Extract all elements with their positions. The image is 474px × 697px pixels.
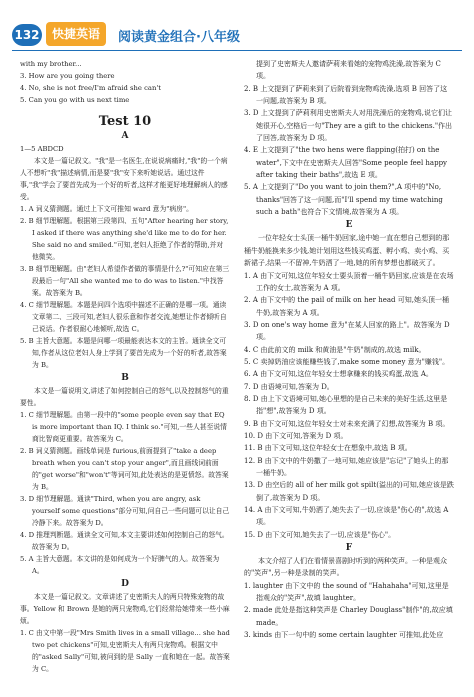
answer-item: 9. B 由下文可知,这位年轻女士对未来充满了幻想,故答案为 B 项。 <box>244 419 450 428</box>
answer-item: 5. A 主旨大意题。本文讲的是如何成为一个好脾气的人。故答案为 A。 <box>20 555 220 575</box>
answer-item: 5. C 卖掉奶油应该能赚些钱了,make some money 意为"赚钱"。 <box>244 357 450 366</box>
passage-summary: 本文是一篇记叙文。文章讲述了史密斯夫人的两只特殊宠物的故事。Yellow 和 Brown 是她的两只宠物鸡,它们经常给她带来一些小麻烦。 <box>20 593 230 625</box>
answer-item: 2. A 由下文中的 the pail of milk on her head 可知,她头顶一桶牛奶,故答案为 A 项。 <box>244 296 449 317</box>
passage-summary: 本文是一篇说明文,讲述了如何控制自己的怒气,以及控制怒气的重要性。 <box>20 387 229 407</box>
answer-item: 1. C 细节理解题。由第一段中的"some people even say that EQ is more important than IQ. I think so."可知,一些人甚至说情商比智商更重要。故答案为 C。 <box>20 411 227 443</box>
passage-summary: 本文是一篇记叙文。"我"是一名医生,在说说病痛时,"我"的一个病人不想听"我"描述病情,而是要"我"安下来听她说话。通过这件事,"我"学会了要首先成为一个好的听者,这样才能更好地理解病人的感受。 <box>20 157 228 201</box>
text-line: 5. Can you go with us next time <box>20 96 130 104</box>
page-header <box>0 0 474 52</box>
answer-item: 3. B 细节理解题。由"老妇人希望作者做的事情是什么?"可知应在第三段最后一句"All she wanted me to do was to listen."中找答案。故答案为 B。 <box>20 265 230 297</box>
answer-item: 6. A 由下文可知,这位年轻女士想拿赚来的钱买鸡蛋,故选 A。 <box>244 370 433 379</box>
answer-item: 3. D on one's way home 意为"在某人回家的路上"。故答案为 D 项。 <box>244 320 450 342</box>
answer-item: 12. B 由下文中的牛奶撒了一地可知,她应该是"忘记"了她头上的那一桶牛奶。 <box>244 456 449 477</box>
right-column <box>244 58 454 641</box>
answer-item: 3. D 上文提到了萨莉利用史密斯夫人对用洗澡后的宠物鸡,说它们让她很开心,空格后一句"They are a gift to the chickens."作出了回答,故答案为 D 项。 <box>244 109 453 143</box>
answer-item: 1. laughter 由下文中的 the sound of "Hahahaha"可知,这里是指观众的"笑声",故填 laughter。 <box>244 581 449 603</box>
answer-item: 2. B 上文提到了萨莉来到了后院看到宠物鸡洗澡,选项 B 回答了这一问题,故答案为 B 项。 <box>244 84 448 106</box>
text-line: with my brother... <box>20 60 82 68</box>
answer-item: 5. B 主旨大意题。本题是问哪一项最能表达本文的主旨。通读全文可知,作者从这位老妇人身上学到了要首先成为一个好的听者,故答案为 B。 <box>20 337 227 369</box>
answer-item: 8. D 由上下文语境可知,她心里想的是自己未来的美好生活,这里是指"想",故答案为 D 项。 <box>244 394 448 416</box>
answer-item: 4. D 推理判断题。通读全文可知,本文主要讲述如何控制自己的怒气。故答案为 D。 <box>20 531 229 551</box>
answer-item: 7. D 由语境可知,答案为 D。 <box>244 382 334 391</box>
section-heading-a: A <box>121 131 129 141</box>
header-divider <box>12 50 462 51</box>
answer-item: 13. D 由空后的 all of her milk got spilt(溢出的)可知,她应该是跌倒了,故答案为 D 项。 <box>244 481 454 502</box>
text-line: 3. How are you going there <box>20 72 115 80</box>
answer-item: 1. A 由下文可知,这位年轻女士要头顶着一桶牛奶回家,应该是在农场工作的女士,故答案为 A 项。 <box>244 271 454 292</box>
answer-item: 1. C 由文中第一段"Mrs Smith lives in a small village... she had two pet chickens"可知,史密斯夫人有两只宠物鸡。根据文中的"asked Sally"可知,被问到的是 Sally 一直和她在一起。故答案为 C。 <box>20 629 230 673</box>
answer-item: 提到了史密斯夫人邀请萨莉来看她的宠物鸡洗澡,故答案为 C 项。 <box>256 60 441 81</box>
text-line: 4. No, she is not free/I'm afraid she can't <box>20 84 161 92</box>
section-heading-e: E <box>345 220 353 231</box>
answer-item: 3. kinds 由下一句中的 some certain laughter 可推知,此处应 <box>244 631 444 640</box>
answer-item: 2. B 细节理解题。根据第三段第四、五句"After hearing her story, I asked if there was anything she'd like me to do for her. She said no and smiled."可知,老妇人拒绝了作者的帮助,并对他微笑。 <box>20 217 229 261</box>
answer-item: 2. made 此处是指这种笑声是 Charley Douglass"制作"的,故应填 made。 <box>244 606 453 627</box>
answer-item: 4. E 上文提到了"the two hens were flapping(拍打) on the water",下文中在史密斯夫人回答"Some people feel happy after taking their baths",故选 E 项。 <box>244 146 448 180</box>
answer-key: 1—5 ABDCD <box>20 145 64 153</box>
answer-item: 11. B 由下文可知,这位年轻女士在想象中,故选 B 项。 <box>244 444 412 453</box>
answer-item: 4. C 由此前文的 milk 和黄油是"牛奶"制成的,故选 milk。 <box>244 345 426 354</box>
answer-item: 15. D 由下文可知,她失去了一切,应该是"伤心"。 <box>244 530 396 539</box>
test-title: Test 10 <box>98 114 152 129</box>
brand-logo: 快捷英语 <box>46 22 106 46</box>
answer-item: 1. A 词义猜测题。通过上下文可推知 ward 意为"病房"。 <box>20 205 193 213</box>
answer-item: 10. D 由下文可知,答案为 D 项。 <box>244 431 348 440</box>
page-number-badge: 132 <box>12 24 42 46</box>
answer-item: 2. B 词义猜测题。画线单词是 furious,前面提到了"take a deep breath when you can't stop your anger",而且画线词前面的"get worse"和"won't"等词可知,此处表达的是更愤怒。故答案为 B。 <box>20 447 229 491</box>
section-heading-b: B <box>121 373 129 383</box>
answer-item: 3. D 细节理解题。通读"Third, when you are angry, ask yourself some questions"部分可知,问自己一些问题可以让自己冷静下来。故答案为 D。 <box>20 495 230 527</box>
book-title: 阅读黄金组合·八年级 <box>118 30 240 45</box>
section-heading-d: D <box>121 579 129 589</box>
left-column <box>20 58 230 675</box>
section-heading-f: F <box>345 543 353 554</box>
answer-item: 14. A 由下文可知,牛奶洒了,她失去了一切,应该是"伤心的",故选 A 项。 <box>244 506 449 527</box>
passage-summary: 一位年轻女士头顶一桶牛奶回家,途中她一直在想自己想到的那桶牛奶能换来多少钱,她计划用这些钱买鸡蛋、孵小鸡、卖小鸡、买新裙子,结果一不留神,牛奶洒了一地,她的所有梦想也都破灭了。 <box>244 234 450 268</box>
passage-summary: 本文介绍了人们在看情景喜剧时听到的两种笑声。一种是观众的"笑声",另一种是录制的笑声。 <box>244 557 447 578</box>
answer-item: 5. A 上文提到了"Do you want to join them?",A 项中的"No, thanks"回答了这一问题,而"I'll spend my time watching such a bath"也符合下文情境,故答案为 A 项。 <box>244 183 443 217</box>
answer-item: 4. C 细节理解题。本题是问四个选项中描述不正确的是哪一项。通读文章第二、三段可知,老妇人很乐意和作者交流,她想让作者倾听自己说话。作者很耐心地倾听,故选 C。 <box>20 301 227 333</box>
